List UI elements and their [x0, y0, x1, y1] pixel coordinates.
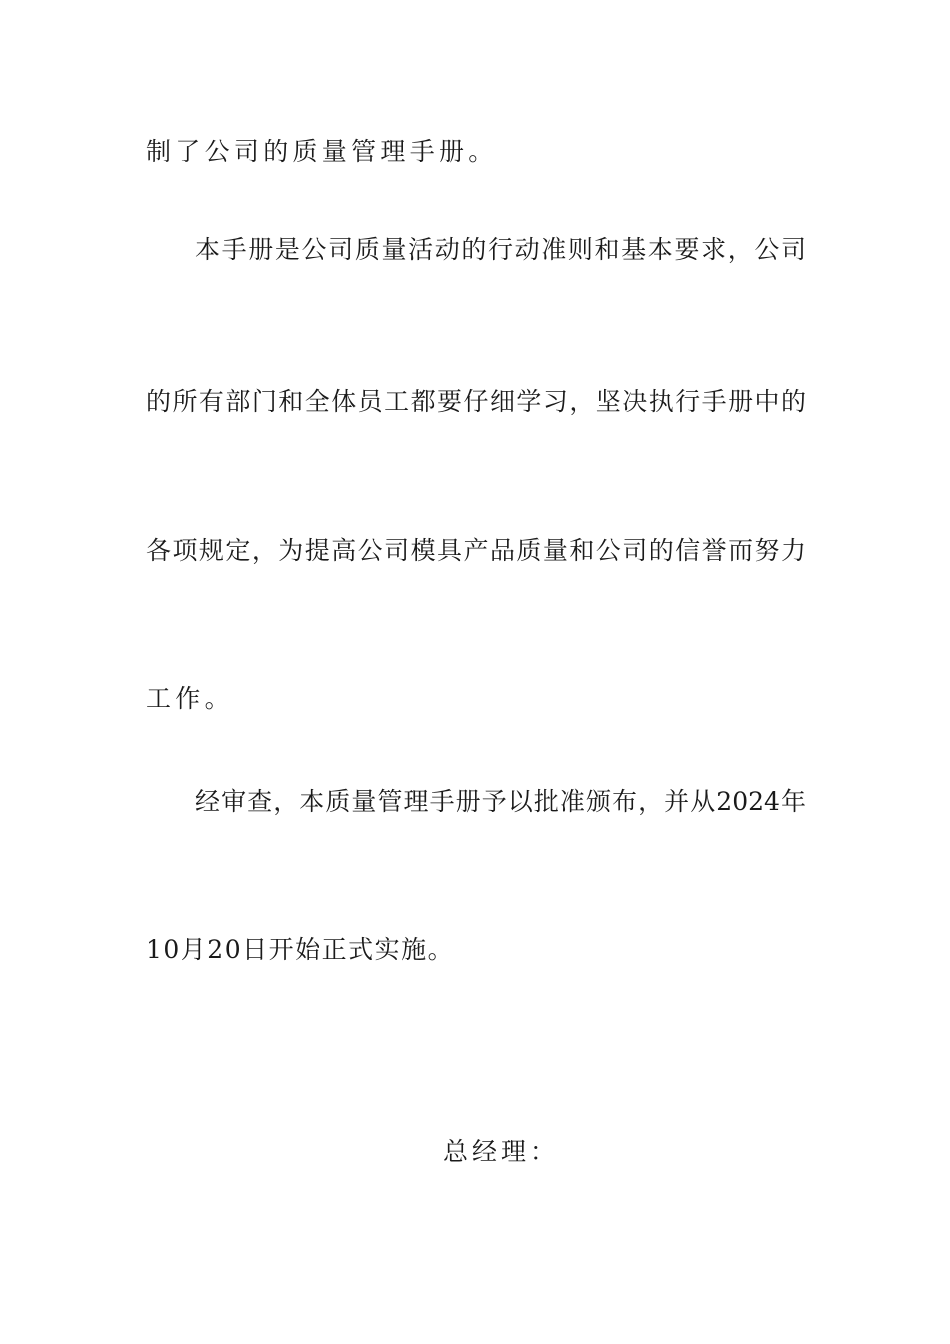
paragraph-line-5: 工作。	[146, 684, 234, 713]
signature-label: 总经理：	[443, 1137, 560, 1166]
paragraph-line-4: 各项规定，为提高公司模具产品质量和公司的信誉而努力	[146, 536, 806, 565]
paragraph-line-3: 的所有部门和全体员工都要仔细学习，坚决执行手册中的	[146, 387, 806, 416]
paragraph-line-2: 本手册是公司质量活动的行动准则和基本要求，公司	[195, 235, 806, 264]
paragraph-line-1: 制了公司的质量管理手册。	[146, 137, 498, 166]
paragraph-line-7: 10月20日开始正式实施。	[146, 935, 455, 964]
paragraph-line-6: 经审查，本质量管理手册予以批准颁布，并从2024年	[195, 787, 806, 816]
